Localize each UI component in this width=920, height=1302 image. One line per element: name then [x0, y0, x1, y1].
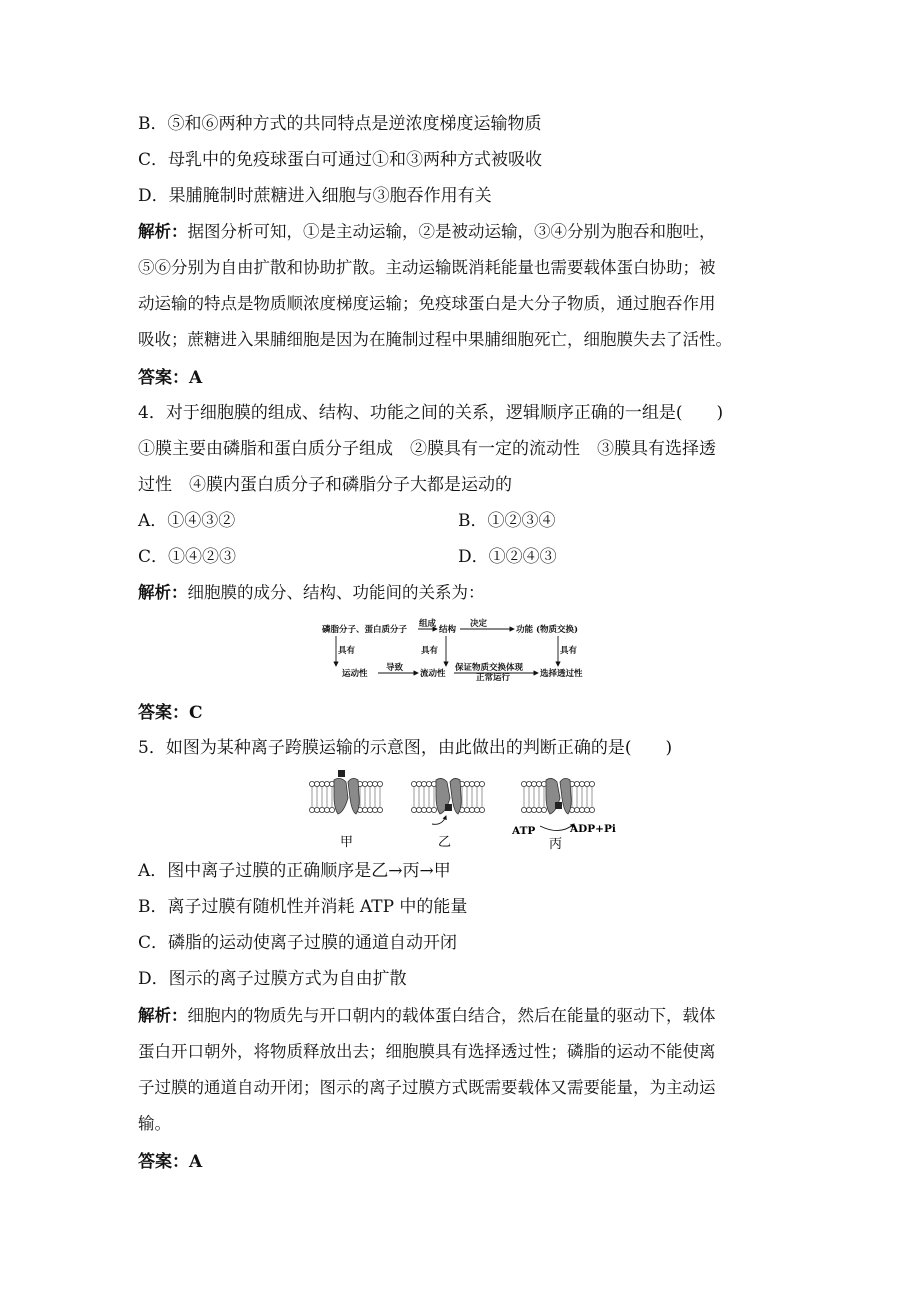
q4-items-line-1: ①膜主要由磷脂和蛋白质分子组成 ②膜具有一定的流动性 ③膜具有选择透: [138, 439, 716, 459]
q4-options-row-2: [138, 545, 236, 569]
q5-stem: 5．如图为某种离子跨膜运输的示意图，由此做出的判断正确的是( ): [138, 738, 673, 758]
diagram-ensure: 保证物质交换体现: [455, 663, 524, 673]
label-bing: 丙: [549, 837, 563, 852]
diagram-components: 磷脂分子、蛋白质分子: [322, 625, 408, 635]
label-atp: ATP: [512, 825, 536, 837]
diagram-normal: 正常运行: [476, 673, 511, 683]
q3-option-b: B．⑤和⑥两种方式的共同特点是逆浓度梯度运输物质: [138, 114, 542, 134]
q5-analysis-line-4: 输。: [138, 1114, 171, 1133]
membrane-relation-diagram: [318, 614, 608, 684]
q5-option-c: C．磷脂的运动使离子过膜的通道自动开闭: [138, 933, 458, 953]
q3-analysis-line-3: 动运输的特点是物质顺浓度梯度运输；免疫球蛋白是大分子物质，通过胞吞作用: [138, 294, 716, 313]
diagram-has-1: 具有: [338, 646, 356, 656]
q4-items-line-2: 过性 ④膜内蛋白质分子和磷脂分子大都是运动的: [138, 475, 512, 495]
q4-option-c: C．①④②③: [138, 547, 237, 567]
label-yi: 乙: [438, 835, 452, 850]
q4-option-a: A．①④③②: [138, 511, 236, 531]
q4-options-row-1: [138, 509, 235, 533]
q5-answer: 答案：A: [138, 1152, 203, 1172]
q4-option-d: D．①②④③: [458, 547, 557, 567]
diagram-selective: 选择透过性: [540, 669, 583, 679]
label-jia: 甲: [340, 835, 354, 850]
panel-jia: [309, 770, 382, 814]
diagram-mobility: 运动性: [342, 669, 368, 679]
diagram-leads: 导致: [386, 663, 404, 673]
diagram-determine: 决定: [470, 619, 488, 629]
q5-option-d: D．图示的离子过膜方式为自由扩散: [138, 969, 407, 989]
analysis-label: 解析：: [138, 222, 188, 241]
diagram-compose: 组成: [419, 619, 437, 629]
ion-square-icon: [338, 770, 345, 777]
q5-analysis-line-1: 解析：细胞内的物质先与开口朝内的载体蛋白结合，然后在能量的驱动下，载体: [138, 1006, 716, 1025]
q5-analysis-line-3: 子过膜的通道自动开闭；图示的离子过膜方式既需要载体又需要能量，为主动运: [138, 1078, 716, 1097]
ion-square-icon: [445, 804, 452, 811]
q3-answer: 答案：A: [138, 368, 203, 388]
diagram-function: 功能 (物质交换): [516, 625, 579, 635]
diagram-has-2: 具有: [421, 646, 439, 656]
ion-transport-figure: [304, 768, 624, 852]
q5-option-a: A．图中离子过膜的正确顺序是乙→丙→甲: [138, 861, 451, 881]
q5-analysis-line-2: 蛋白开口朝外，将物质释放出去；细胞膜具有选择透过性；磷脂的运动不能使离: [138, 1042, 716, 1061]
panel-yi: [411, 778, 484, 824]
q3-analysis-line-4: 吸收；蔗糖进入果脯细胞是因为在腌制过程中果脯细胞死亡，细胞膜失去了活性。: [138, 330, 732, 349]
q3-analysis-line-2: ⑤⑥分别为自由扩散和协助扩散。主动运输既消耗能量也需要载体蛋白协助；被: [138, 258, 716, 277]
q4-answer: 答案：C: [138, 703, 203, 723]
q4-option-b: B．①②③④: [458, 511, 556, 531]
q3-analysis-line-1: 解析：据图分析可知，①是主动运输，②是被动运输，③④分别为胞吞和胞吐，: [138, 222, 716, 241]
diagram-fluidity: 流动性: [420, 669, 446, 679]
q3-option-d: D．果脯腌制时蔗糖进入细胞与③胞吞作用有关: [138, 186, 492, 206]
q3-option-c: C．母乳中的免疫球蛋白可通过①和③两种方式被吸收: [138, 150, 543, 170]
q4-stem: 4．对于细胞膜的组成、结构、功能之间的关系，逻辑顺序正确的一组是( ): [138, 403, 724, 423]
label-adp: ADP+Pi: [570, 823, 616, 835]
ion-square-icon: [555, 802, 562, 809]
diagram-has-3: 具有: [560, 646, 578, 656]
q5-option-b: B．离子过膜有随机性并消耗 ATP 中的能量: [138, 897, 468, 917]
diagram-structure: 结构: [439, 625, 457, 635]
q4-analysis: 解析：细胞膜的成分、结构、功能间的关系为：: [138, 583, 485, 602]
